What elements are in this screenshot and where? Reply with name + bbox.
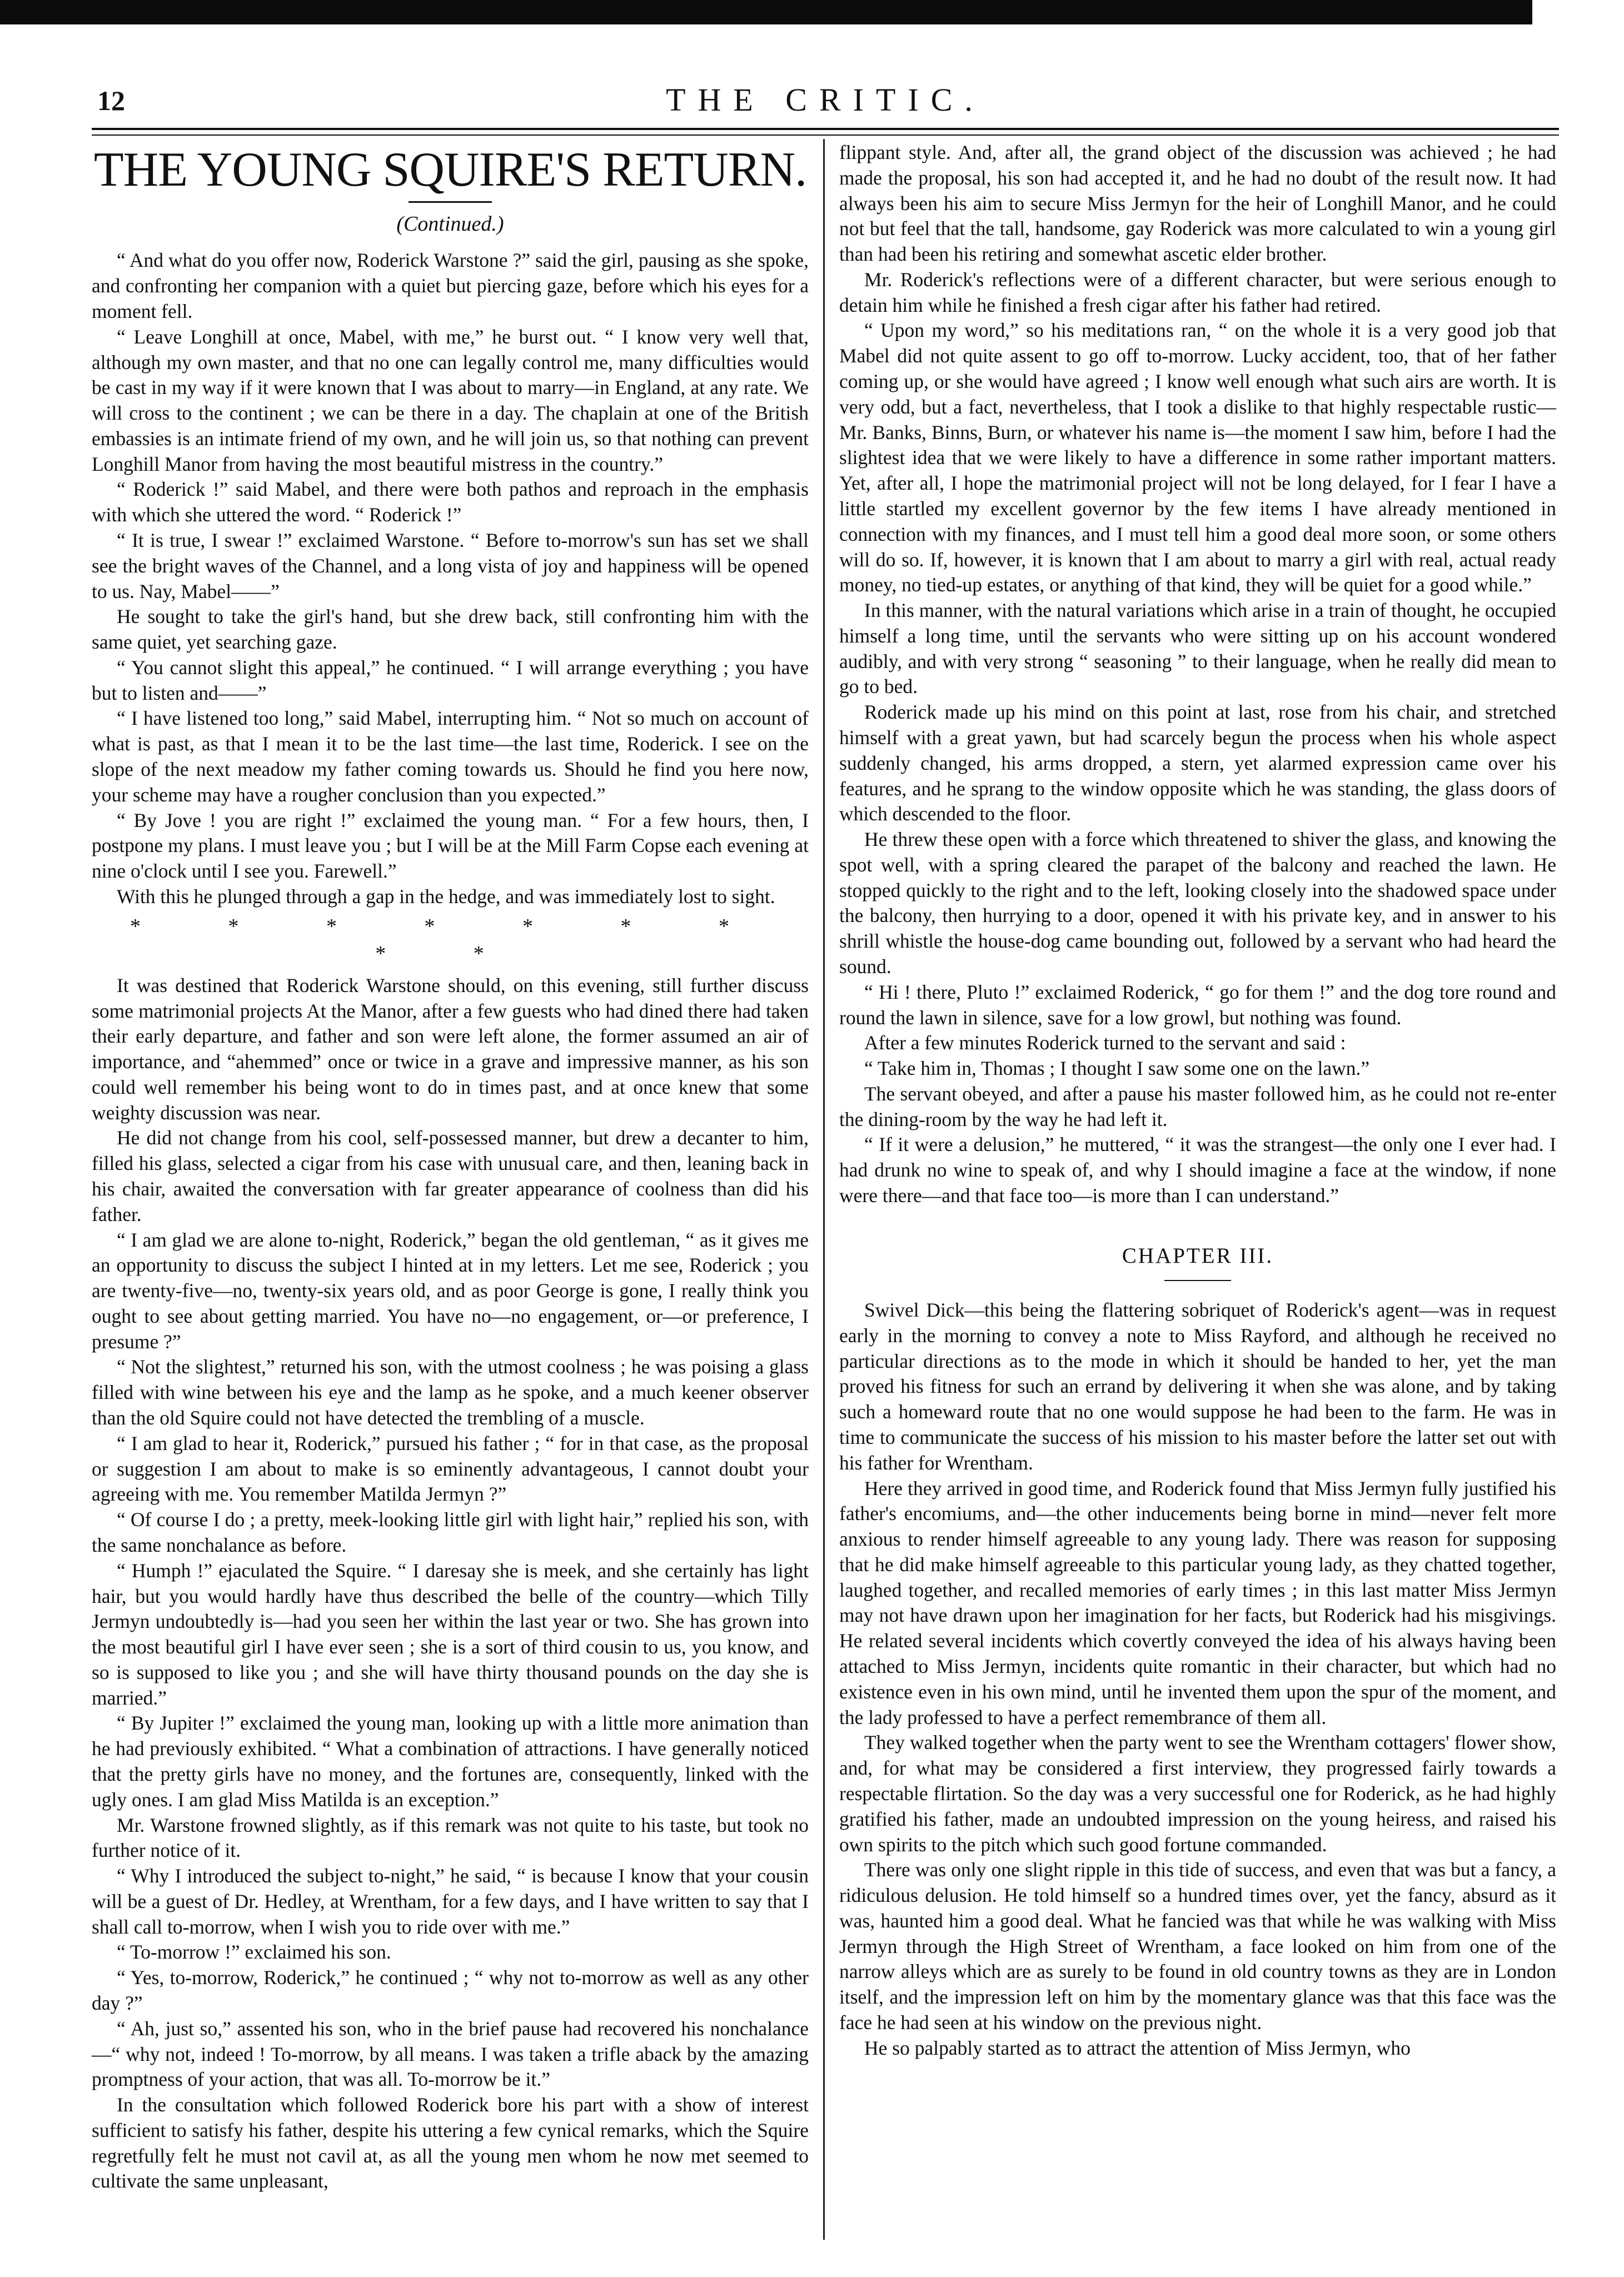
paragraph: They walked together when the party went to see the Wrentham cottagers' flower show, and, for what may be considered a first interview, they progressed fairly towards a respectable flirtation. So the day was a very successful one for Roderick, as he had highly gratified his father, made an undoubted impression on the young heiress, and raised his own spirits to the pitch which such good fortune commanded.: [839, 1731, 1556, 1856]
paragraph: “ I have listened too long,” said Mabel, interrupting him. “ Not so much on account of what is past, as that I mean it to be the last time—the last time, Roderick. I see on the slope of the next meadow my father coming towards us. Should he find you here now, your scheme may have a rougher conclusion than you expected.”: [92, 707, 809, 806]
paragraph: “ And what do you offer now, Roderick Warstone ?” said the girl, pausing as she spoke, and confronting her companion with a quiet but piercing gaze, before which his eyes for a moment fell.: [92, 249, 809, 322]
paragraph: Swivel Dick—this being the flattering sobriquet of Roderick's agent—was in request early in the morning to convey a note to Miss Rayford, and although he received no particular directions as to the mode in which it should be handed to her, yet the man proved his fitness for such an errand by delivering it when she was alone, and by taking such a homeward route that no one would suppose he had been to the farm. He was in time to communicate the success of his mission to his master before the latter set out with his father for Wrentham.: [839, 1299, 1556, 1474]
paragraph: “ Not the slightest,” returned his son, with the utmost coolness ; he was poising a glass filled with wine between his eye and the lamp as he spoke, and a much keener observer than the old Squire could not have detected the trembling of a muscle.: [92, 1356, 809, 1429]
continued-label: (Continued.): [396, 212, 504, 236]
paragraph: He did not change from his cool, self-possessed manner, but drew a decanter to him, filled his glass, selected a cigar from his case with unusual care, and then, leaning back in his chair, awaited the conversation with far greater appearance of coolness than did his father.: [92, 1127, 809, 1225]
paragraph: Roderick made up his mind on this point at last, rose from his chair, and stretched himself with a great yawn, but had scarcely begun the process when his whole aspect suddenly changed, his arms dropped, a stern, yet alarmed expression came over his features, and he sprang to the window opposite which he was standing, the glass doors of which descended to the floor.: [839, 701, 1556, 825]
title-rule: [409, 201, 492, 203]
story-title: THE YOUNG SQUIRE'S RETURN.: [93, 143, 807, 197]
paragraph: “ By Jove ! you are right !” exclaimed the young man. “ For a few hours, then, I postpone my plans. I must leave you ; but I will be at the Mill Farm Copse each evening at nine o'clock until I see you. Farewell.”: [92, 809, 809, 883]
column-divider: [823, 139, 825, 2240]
paragraph: “ Of course I do ; a pretty, meek-looking little girl with light hair,” replied his son, with the same nonchalance as before.: [92, 1508, 809, 1556]
paragraph: In this manner, with the natural variations which arise in a train of thought, he occupied himself a long time, until the servants who were sitting up on his account wondered audibly, and with very strong “ seasoning ” to their language, when he really did mean to go to bed.: [839, 599, 1556, 698]
paragraph: He so palpably started as to attract the attention of Miss Jermyn, who: [864, 2036, 1411, 2059]
paragraph: “ I am glad to hear it, Roderick,” pursued his father ; “ for in that case, as the proposal or suggestion I am about to make is so eminently advantageous, I cannot doubt your agreeing with me. You remember Matilda Jermyn ?”: [92, 1432, 809, 1506]
paragraph: Mr. Roderick's reflections were of a different character, but were serious enough to detain him while he finished a fresh cigar after his father had retired.: [839, 268, 1556, 316]
paragraph: In the consultation which followed Roderick bore his part with a show of interest sufficient to satisfy his father, despite his uttering a few cynical remarks, which the Squire regretfully felt he must not cavil at, as all the young men whom he now met seemed to cultivate the same unpleasant,: [92, 2094, 809, 2193]
section-break-asterisks: * * * * * * * * *: [130, 914, 770, 965]
paragraph: He sought to take the girl's hand, but she drew back, still confronting him with the same quiet, yet searching gaze.: [92, 605, 809, 654]
paragraph: “ By Jupiter !” exclaimed the young man, looking up with a little more animation than he had previously exhibited. “ What a combination of attractions. I have generally noticed that the pretty girls have no money, and the fortunes are, consequently, linked with the ugly ones. I am glad Miss Matilda is an exception.”: [92, 1712, 809, 1811]
header-rule: [92, 128, 1559, 136]
page-number: 12: [97, 85, 125, 116]
paragraph: “ It is true, I swear !” exclaimed Warstone. “ Before to-morrow's sun has set we shall see the bright waves of the Channel, and a long vista of joy and happiness will be opened to us. Nay, Mabel——”: [92, 529, 809, 602]
paragraph: After a few minutes Roderick turned to the servant and said :: [864, 1032, 1346, 1054]
page-header: [92, 78, 1559, 128]
paragraph: “ Yes, to-morrow, Roderick,” he continued ; “ why not to-morrow as well as any other day ?”: [92, 1966, 809, 2014]
left-column: [92, 140, 809, 2263]
paragraph: There was only one slight ripple in this tide of success, and even that was but a fancy, a ridiculous delusion. He told himself so a hundred times over, yet the fancy, absurd as it was, haunted him a good deal. What he fancied was that while he was walking with Miss Jermyn through the High Street of Wrentham, a face looked on him from one of the narrow alleys which are as surely to be found in old country towns as they are in London itself, and the impression left on him by the momentary glance was that this face was the face he had seen at his window on the previous night.: [839, 1859, 1556, 2034]
masthead: THE CRITIC.: [666, 82, 985, 118]
paragraph: “ If it were a delusion,” he muttered, “ it was the strangest—the only one I ever had. I had drunk no wine to speak of, and why I should imagine a face at the window, if none were there—and that face too—is more than I can understand.”: [839, 1133, 1556, 1207]
paragraph: “ Humph !” ejaculated the Squire. “ I daresay she is meek, and she certainly has light hair, but you would hardly have thus described the belle of the country—which Tilly Jermyn undoubtedly is—had you seen her within the last year or two. She has grown into the most beautiful girl I have ever seen ; she is a sort of third cousin to us, you know, and so is supposed to like you ; and she will have thirty thousand pounds on the day she is married.”: [92, 1559, 809, 1709]
newspaper-page: [92, 0, 1559, 2277]
paragraph: It was destined that Roderick Warstone should, on this evening, still further discuss some matrimonial projects At the Manor, after a few guests who had dined there had taken their early departure, and father and son were left alone, the former assumed an air of importance, and “ahemmed” once or twice in a grave and impressive manner, as his son could well remember his being wont to do in times past, and at once knew that some weighty discussion was near.: [92, 974, 809, 1124]
paragraph: flippant style. And, after all, the grand object of the discussion was achieved ; he had made the proposal, his son had accepted it, and he had no doubt of the result now. It had always been his aim to secure Miss Jermyn for the heir of Longhill Manor, and he could not but feel that the tall, handsome, gay Roderick was more calculated to win a young girl than had been his retiring and somewhat ascetic elder brother.: [839, 141, 1556, 266]
paragraph: Mr. Warstone frowned slightly, as if this remark was not quite to his taste, but took no further notice of it.: [92, 1813, 809, 1862]
chapter-rule: [1164, 1280, 1231, 1281]
paragraph: “ Ah, just so,” assented his son, who in the brief pause had recovered his nonchalance—“ why not, indeed ! To-morrow, by all means. I was taken a trifle aback by the amazing promptness of your action, that was all. To-morrow be it.”: [92, 2017, 809, 2091]
paragraph: “ Why I introduced the subject to-night,” he said, “ is because I know that your cousin will be a guest of Dr. Hedley, at Wrentham, for a few days, and I have written to say that I shall call to-morrow, when I wish you to ride over with me.”: [92, 1865, 809, 1938]
paragraph: “ Upon my word,” so his meditations ran, “ on the whole it is a very good job that Mabel did not quite assent to go off to-morrow. Lucky accident, too, that of her father coming up, or she would have agreed ; I know well enough what such airs are worth. It is very odd, but a fact, nevertheless, that I took a dislike to that highly respectable rustic—Mr. Banks, Binns, Burn, or whatever his name is—the moment I saw him, before I had the slightest idea that we were likely to have a difference in some rather important matters. Yet, after all, I hope the matrimonial project will not be long delayed, for I fear I have a little startled my excellent governor by the few items I have already mentioned in connection with my finances, and I must tell him a good deal more soon, or some others will do so. If, however, it is known that I am about to marry a girl with real, actual ready money, no tied-up estates, or anything of that kind, they will be quiet for a good while.”: [839, 319, 1556, 596]
paragraph: “ I am glad we are alone to-night, Roderick,” began the old gentleman, “ as it gives me an opportunity to discuss the subject I hinted at in my letters. Let me see, Roderick ; you are twenty-five—no, twenty-six years old, and as poor George is gone, I really think you ought to see about getting married. You have no—no engagement, or—or preference, I presume ?”: [92, 1228, 809, 1353]
paragraph: Here they arrived in good time, and Roderick found that Miss Jermyn fully justified his father's encomiums, and—the other inducements being borne in mind—never felt more anxious to render himself agreeable to any young lady. There was reason for supposing that he did make himself agreeable to this particular young lady, as they chatted together, laughed together, and recalled memories of early times ; in this last matter Miss Jermyn may not have drawn upon her imagination for her facts, but Roderick had his misgivings. He related several incidents which covertly conveyed the idea of his always having been attached to Miss Jermyn, incidents quite romantic in their character, but which had no existence even in his own mind, until he invented them upon the spur of the moment, and the lady professed to have a perfect remembrance of them all.: [839, 1477, 1556, 1728]
paragraph: “ Take him in, Thomas ; I thought I saw some one on the lawn.”: [864, 1057, 1370, 1080]
paragraph: “ To-morrow !” exclaimed his son.: [117, 1941, 391, 1964]
paragraph: He threw these open with a force which threatened to shiver the glass, and knowing the spot well, with a spring cleared the parapet of the balcony and reached the lawn. He stopped quickly to the right and to the left, looking closely into the shadowed space under the balcony, then hurrying to a door, opened it with his private key, and in answer to his shrill whistle the house-dog came bounding out, followed by a servant who had heard the sound.: [839, 828, 1556, 978]
paragraph: The servant obeyed, and after a pause his master followed him, as he could not re-enter the dining-room by the way he had left it.: [839, 1082, 1556, 1130]
paragraph: “ You cannot slight this appeal,” he continued. “ I will arrange everything ; you have but to listen and——”: [92, 656, 809, 704]
right-column: [839, 140, 1556, 2263]
chapter-heading: CHAPTER III.: [1122, 1243, 1274, 1268]
paragraph: “ Leave Longhill at once, Mabel, with me,” he burst out. “ I know very well that, although my own master, and that no one can legally control me, many difficulties would be cast in my way if it were known that I was about to marry—in England, at any rate. We will cross to the continent ; we can be there in a day. The chaplain at one of the British embassies is an intimate friend of my own, and he will join us, so that nothing can prevent Longhill Manor from having the most beautiful mistress in the country.”: [92, 325, 809, 475]
paragraph: With this he plunged through a gap in the hedge, and was immediately lost to sight.: [117, 885, 775, 908]
paragraph: “ Roderick !” said Mabel, and there were both pathos and reproach in the emphasis with which she uttered the word. “ Roderick !”: [92, 478, 809, 526]
paragraph: “ Hi ! there, Pluto !” exclaimed Roderick, “ go for them !” and the dog tore round and round the lawn in silence, save for a low growl, but nothing was found.: [839, 980, 1556, 1029]
